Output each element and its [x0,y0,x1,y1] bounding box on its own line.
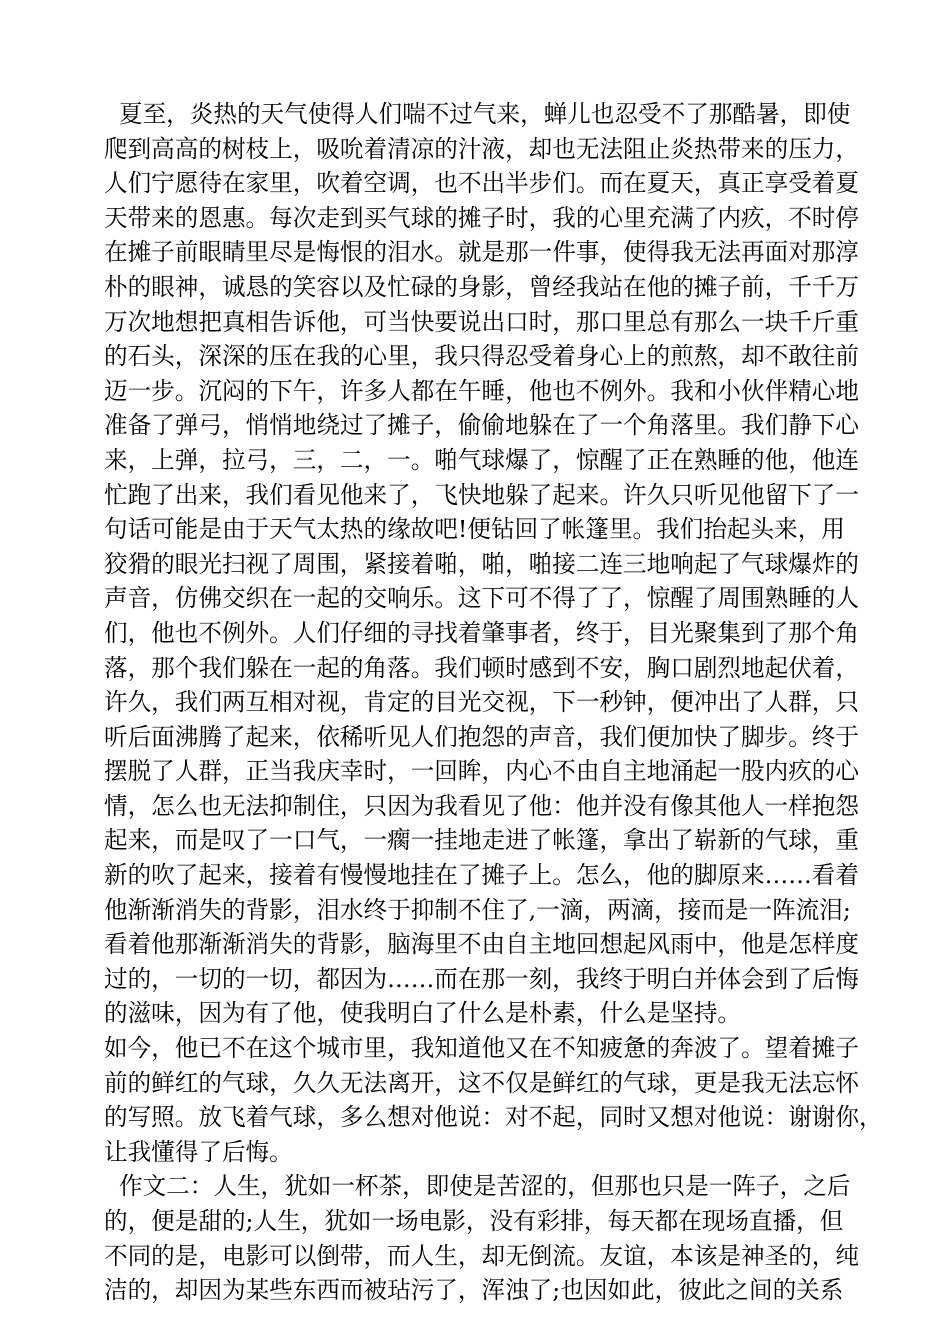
text-line: 万次地想把真相告诉他，可当快要说出口时，那口里总有那么一块千斤重 [104,307,859,336]
text-line: 爬到高高的树枝上，吸吮着清凉的汁液，却也无法阻止炎热带来的压力， [104,134,859,163]
text-line: 如今，他已不在这个城市里，我知道他又在不知疲惫的奔波了。望着摊子 [104,1034,859,1063]
text-line: 听后面沸腾了起来，依稀听见人们抱怨的声音，我们便加快了脚步。终于 [104,722,859,751]
text-line: 忙跑了出来，我们看见他来了，飞快地躲了起来。许久只听见他留下了一 [104,480,859,509]
text-line: 落，那个我们躲在一起的角落。我们顿时感到不安，胸口剧烈地起伏着， [104,653,859,682]
text-line: 起来，而是叹了一口气，一瘸一挂地走进了帐篷，拿出了崭新的气球，重 [104,826,859,855]
text-line: 在摊子前眼睛里尽是悔恨的泪水。就是那一件事，使得我无法再面对那淳 [104,238,859,267]
text-line: 洁的，却因为某些东西而被玷污了，浑浊了;也因如此，彼此之间的关系 [104,1276,844,1305]
text-line: 的，便是甜的;人生，犹如一场电影，没有彩排，每天都在现场直播，但 [104,1207,844,1235]
text-line: 朴的眼神，诚恳的笑容以及忙碌的身影，曾经我站在他的摊子前，千千万 [104,272,859,301]
text-line: 迈一步。沉闷的下午，许多人都在午睡，他也不例外。我和小伙伴精心地 [104,376,859,405]
text-line: 声音，仿佛交织在一起的交响乐。这下可不得了了，惊醒了周围熟睡的人 [104,584,859,613]
text-line: 的滋味，因为有了他，使我明白了什么是朴素，什么是坚持。 [104,999,742,1028]
text-line: 人们宁愿待在家里，吹着空调，也不出半步们。而在夏天，真正享受着夏 [104,169,859,198]
text-line: 不同的是，电影可以倒带，而人生，却无倒流。友谊，本该是神圣的，纯 [104,1241,859,1270]
text-line: 过的，一切的一切，都因为……而在那一刻，我终于明白并体会到了后悔 [104,964,859,993]
text-line: 作文二：人生，犹如一杯茶，即使是苦涩的，但那也只是一阵子，之后 [104,1172,851,1201]
text-line: 的写照。放飞着气球，多么想对他说：对不起，同时又想对他说：谢谢你， [104,1103,883,1132]
text-line: 摆脱了人群，正当我庆幸时，一回眸，内心不由自主地涌起一股内疚的心 [104,757,859,786]
text-line: 来，上弹，拉弓，三，二，一。啪气球爆了，惊醒了正在熟睡的他，他连 [104,445,859,474]
text-line: 狡猾的眼光扫视了周围，紧接着啪，啪，啪接二连三地响起了气球爆炸的 [104,549,859,578]
text-line: 天带来的恩惠。每次走到买气球的摊子时，我的心里充满了内疚，不时停 [104,203,859,232]
text-line: 他渐渐消失的背影，泪水终于抑制不住了,一滴，两滴，接而是一阵流泪; [104,895,851,924]
text-line: 句话可能是由于天气太热的缘故吧!便钻回了帐篷里。我们抬起头来，用 [104,515,845,544]
text-line: 前的鲜红的气球，久久无法离开，这不仅是鲜红的气球，更是我无法忘怀 [104,1068,859,1097]
text-line: 许久，我们两互相对视，肯定的目光交视，下一秒钟，便冲出了人群，只 [104,688,859,717]
text-line: 夏至，炎热的天气使得人们喘不过气来，蝉儿也忍受不了那酷暑，即使 [104,100,851,128]
text-line: 看着他那渐渐消失的背影，脑海里不由自主地回想起风雨中，他是怎样度 [104,930,859,959]
essay-text [104,97,883,1308]
text-line: 新的吹了起来，接着有慢慢地挂在了摊子上。怎么，他的脚原来……看着 [104,861,859,890]
text-line: 准备了弹弓，悄悄地绕过了摊子，偷偷地躲在了一个角落里。我们静下心 [104,411,859,440]
text-line: 们，他也不例外。人们仔细的寻找着肇事者，终于，目光聚集到了那个角 [104,618,859,647]
text-line: 让我懂得了后悔。 [104,1137,293,1166]
text-line: 的石头，深深的压在我的心里，我只得忍受着身心上的煎熬，却不敢往前 [104,342,859,371]
text-line: 情，怎么也无法抑制住，只因为我看见了他：他并没有像其他人一样抱怨 [104,791,859,820]
